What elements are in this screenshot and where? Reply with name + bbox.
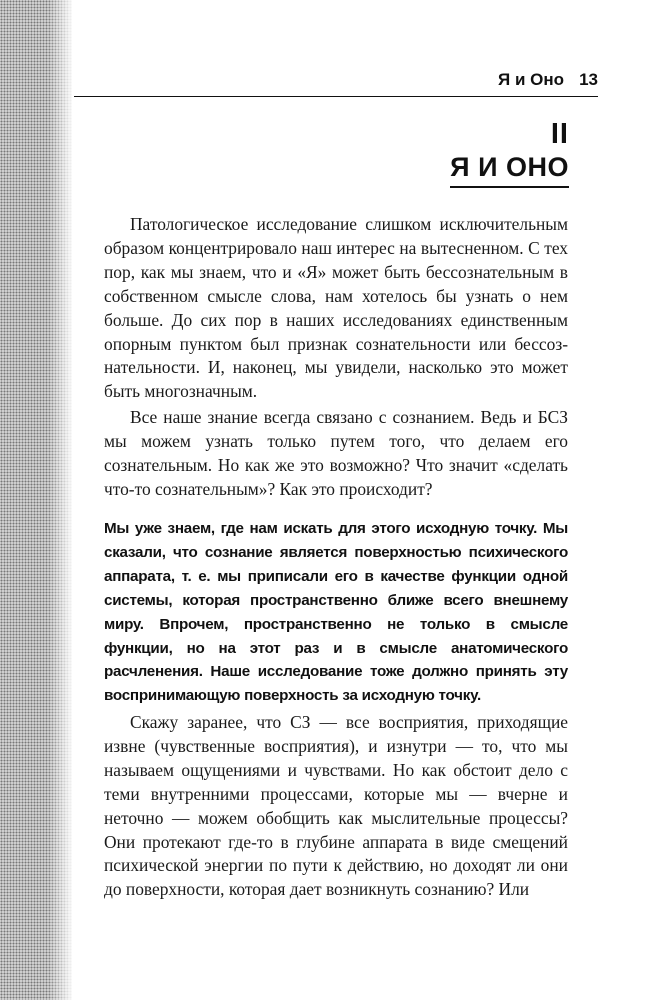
page-number: 13 [579, 70, 598, 89]
chapter-number: II [550, 118, 569, 150]
running-header [74, 64, 598, 97]
paragraph-1: Патологическое исследование слишком исключительным образом концентрировало наш интерес на вытесненном. С тех пор, как мы знаем, что и «Я» может быть бессознательным в собственном смысле слова, нам хотелось бы узнать о нем больше. До сих пор в наших исследованиях единственным опорным пунктом был признак сознательности или бессознательности. И, наконец, мы увидели, насколько это может быть многозначным. [104, 214, 568, 402]
paragraph-2: Все наше знание всегда связано с сознанием. Ведь и БСЗ мы можем узнать только путем того, что делаем его сознательным. Но как же это возможно? Что значит «сделать что-то сознательным»? Как это происходит? [104, 407, 568, 499]
running-title: Я и Оно [498, 70, 564, 89]
page-edge-fade [48, 0, 74, 1000]
paragraph-3-bold: Мы уже знаем, где нам искать для этого исходную точку. Мы сказали, что сознание является поверхностью психического аппарата, т. е. мы приписали его в качестве функции одной системы, которая пространственно ближе всего внешнему миру. Впрочем, пространственно не только в смысле функции, но на этот раз и в смысле анатомического расчленения. Наше исследование тоже должно принять эту воспринимающую поверхность за исходную точку. [104, 520, 568, 705]
chapter-title: Я И ОНО [450, 152, 569, 188]
paragraph-4: Скажу заранее, что СЗ — все восприятия, приходящие извне (чувственные восприятия), и изнутри — то, что мы называем ощущениями и чувствами. Но как обстоит дело с теми внутренними процессами, которые мы — вчерне и неточно — можем обобщить как мыслительные процессы? Они протекают где-то в глубине аппарата в виде смещений психической энергии по пути к действию, но доходят ли они до поверхности, которая дает возникнуть сознанию? Или [104, 712, 568, 900]
